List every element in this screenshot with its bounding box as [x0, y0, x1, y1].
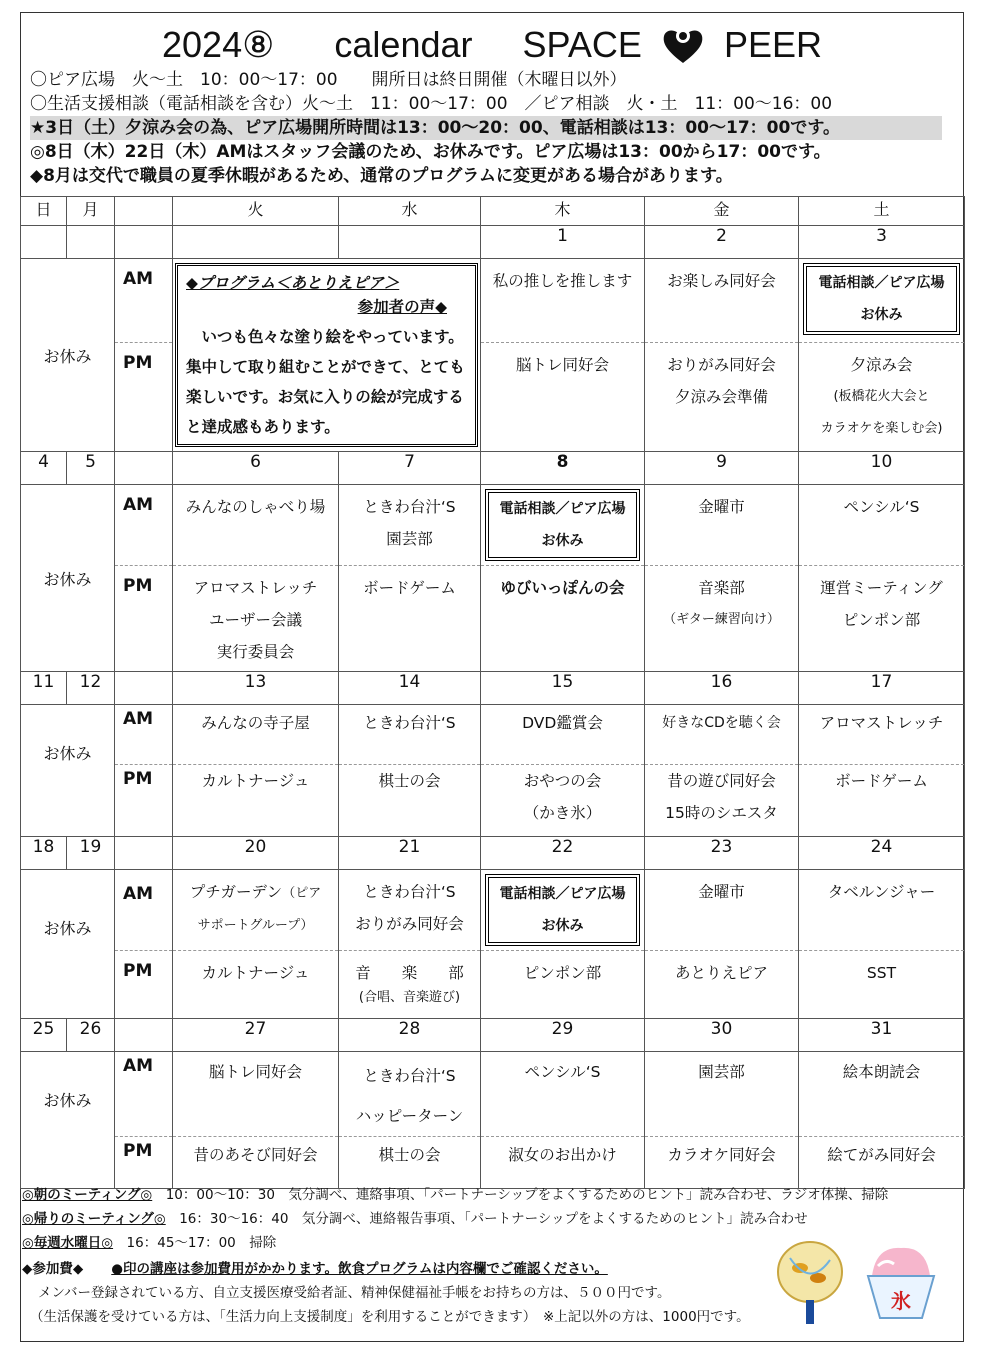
day-sun: 日 — [21, 197, 67, 226]
program-cell: 絵本朗読会 — [799, 1052, 965, 1137]
uchiwa-fan-icon — [770, 1238, 850, 1326]
program-cell: あとりえピア — [645, 951, 799, 1019]
header-line-notice-3: ★3日（土）夕涼み会の為、ピア広場開所時間は13：00～20：00、電話相談は13：00～17：00です。 — [30, 116, 942, 140]
program-cell: おやつの会 （かき氷） — [481, 765, 645, 837]
page-title — [20, 18, 964, 68]
footer-morning: ◎朝のミーティング◎ 10：00～10：30 気分調べ、連絡事項、「パートナーシップをよくするためのヒント」読み合わせ、ラジオ体操、掃除 — [22, 1187, 889, 1203]
note-body: いつも色々な塗り絵をやっています。集中して取り組むことができて、とても楽しいです。お気に入りの絵が完成すると達成感もあります。 — [186, 328, 465, 436]
program-cell: 脳トレ同好会 — [481, 342, 645, 451]
program-cell: 金曜市 — [645, 870, 799, 951]
pm-label: PM — [115, 1137, 173, 1189]
ice-label: 氷 — [891, 1289, 911, 1313]
closed-label: お休み — [21, 705, 115, 837]
program-cell: SST — [799, 951, 965, 1019]
program-cell: 昔のあそび同好会 — [173, 1137, 339, 1189]
pm-label: PM — [115, 765, 173, 837]
date-row: 18 19 20 21 22 23 24 — [21, 837, 965, 870]
day-tue: 火 — [173, 197, 339, 226]
am-label: AM — [115, 259, 173, 343]
program-cell: ピンポン部 — [481, 951, 645, 1019]
closed-label: お休み — [21, 485, 115, 672]
date-number: 1 — [481, 226, 645, 259]
day-wed: 水 — [339, 197, 481, 226]
program-cell: 園芸部 — [645, 1052, 799, 1137]
program-cell: 金曜市 — [645, 485, 799, 566]
program-cell: お楽しみ同好会 — [645, 259, 799, 343]
header-line-hours: 〇ピア広場 火～土 10：00～17：00 開所日は終日開催（木曜日以外） — [30, 70, 627, 90]
program-cell: 脳トレ同好会 — [173, 1052, 339, 1137]
am-label: AM — [115, 485, 173, 566]
note-subheading: 参加者の声◆ — [357, 298, 447, 316]
date-number: 2 — [645, 226, 799, 259]
date-row: 11 12 13 14 15 16 17 — [21, 672, 965, 705]
program-cell: ボードゲーム — [339, 566, 481, 672]
closed-label: お休み — [21, 259, 115, 452]
header-line-notice-summer: ◆8月は交代で職員の夏季休暇があるため、通常のプログラムに変更がある場合があります。 — [30, 166, 733, 186]
brand-peer: PEER — [723, 24, 822, 66]
program-cell: カラオケ同好会 — [645, 1137, 799, 1189]
program-cell: 運営ミーティング ピンポン部 — [799, 566, 965, 672]
closed-notice-box: 電話相談／ピア広場 お休み — [803, 263, 960, 335]
program-cell: タベルンジャー — [799, 870, 965, 951]
closed-label: お休み — [21, 1052, 115, 1189]
am-label: AM — [115, 705, 173, 765]
program-note-box — [175, 263, 478, 447]
program-cell: おりがみ同好会 夕涼み会準備 — [645, 342, 799, 451]
program-cell: ボードゲーム — [799, 765, 965, 837]
header-line-consult: 〇生活支援相談（電話相談を含む）火～土 11：00～17：00 ／ピア相談 火・土 11：00～16：00 — [30, 94, 833, 114]
footer-fee-line1: メンバー登録されている方、自立支援医療受給者証、精神保健福祉手帳をお持ちの方は、５００円です。 — [38, 1285, 671, 1301]
date-number: 3 — [799, 226, 965, 259]
am-label: AM — [115, 870, 173, 951]
program-cell: ときわ台汁‘S — [339, 705, 481, 765]
day-sat: 土 — [799, 197, 965, 226]
program-cell: 夕涼み会 (板橋花火大会と カラオケを楽しむ会) — [799, 342, 965, 451]
footer-fee: ◆参加費◆ ●印の講座は参加費用がかかります。飲食プログラムは内容欄でご確認ください。 — [22, 1261, 608, 1277]
program-cell: 昔の遊び同好会 15時のシエスタ — [645, 765, 799, 837]
program-cell: カルトナージュ — [173, 765, 339, 837]
program-cell: アロマストレッチ — [799, 705, 965, 765]
program-cell: アロマストレッチ ユーザー会議 実行委員会 — [173, 566, 339, 672]
date-row: 4 5 6 7 8 9 10 — [21, 452, 965, 485]
program-cell: 私の推しを推します — [481, 259, 645, 343]
closed-notice-box: 電話相談／ピア広場 お休み — [485, 874, 640, 946]
note-heading: ◆プログラム＜あとりえピア＞ — [186, 274, 400, 292]
closed-notice-box: 電話相談／ピア広場 お休み — [485, 489, 640, 561]
program-cell: 棋士の会 — [339, 765, 481, 837]
program-cell: DVD鑑賞会 — [481, 705, 645, 765]
pm-label: PM — [115, 342, 173, 451]
program-cell: ときわ台汁‘S おりがみ同好会 — [339, 870, 481, 951]
program-cell: みんなのしゃべり場 — [173, 485, 339, 566]
shaved-ice-icon — [856, 1236, 946, 1326]
program-cell: 音 楽 部 (合唱、音楽遊び) — [339, 951, 481, 1019]
pm-label: PM — [115, 566, 173, 672]
day-fri: 金 — [645, 197, 799, 226]
program-cell: 淑女のお出かけ — [481, 1137, 645, 1189]
program-cell: 音楽部 （ギター練習向け） — [645, 566, 799, 672]
program-cell: カルトナージュ — [173, 951, 339, 1019]
program-cell: プチガーデン（ピア サポートグループ） — [173, 870, 339, 951]
heart-logo-icon — [660, 25, 706, 65]
am-label: AM — [115, 1052, 173, 1137]
day-thu: 木 — [481, 197, 645, 226]
date-row: 25 26 27 28 29 30 31 — [21, 1019, 965, 1052]
day-mon: 月 — [67, 197, 115, 226]
weekday-header — [21, 197, 965, 226]
program-cell: みんなの寺子屋 — [173, 705, 339, 765]
program-cell: ペンシル‘S — [481, 1052, 645, 1137]
header-line-notice-8: ◎8日（木）22日（木）AMはスタッフ会議のため、お休みです。ピア広場は13：00から17：00です。 — [30, 142, 831, 162]
date-row — [21, 226, 965, 259]
title-word: calendar — [334, 24, 473, 66]
footer-fee-line2: （生活保護を受けている方は、「生活力向上支援制度」を利用することができます） ※上記以外の方は、1000円です。 — [30, 1309, 750, 1325]
closed-label: お休み — [21, 870, 115, 1019]
footer-wednesday: ◎毎週水曜日◎ 16：45～17：00 掃除 — [22, 1235, 277, 1251]
program-cell: 絵てがみ同好会 — [799, 1137, 965, 1189]
program-cell: 棋士の会 — [339, 1137, 481, 1189]
program-cell: 好きなCDを聴く会 — [645, 705, 799, 765]
calendar-table — [20, 196, 965, 1189]
brand-space: SPACE — [522, 24, 642, 66]
pm-label: PM — [115, 951, 173, 1019]
title-year: 2024⑧ — [162, 24, 275, 66]
program-cell: ペンシル‘S — [799, 485, 965, 566]
footer-evening: ◎帰りのミーティング◎ 16：30～16：40 気分調べ、連絡報告事項、「パートナーシップをよくするためのヒント」読み合わせ — [22, 1211, 808, 1227]
program-cell: ゆびいっぽんの会 — [481, 566, 645, 672]
program-cell: ときわ台汁‘S 園芸部 — [339, 485, 481, 566]
program-cell: ときわ台汁‘S ハッピーターン — [339, 1052, 481, 1137]
